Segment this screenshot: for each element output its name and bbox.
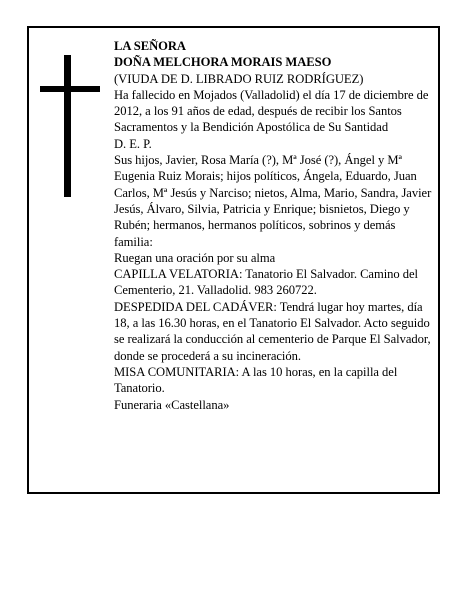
deceased-name: DOÑA MELCHORA MORAIS MAESO [114, 55, 332, 70]
funeral-home-line: Funeraria «Castellana» [114, 397, 230, 412]
death-paragraph: Ha fallecido en Mojados (Valladolid) el día 17 de diciembre de 2012, a los 91 años de edad, después de recibir los Santos Sacramentos y la Bendición Apostólica de Su Santidad [114, 87, 429, 135]
chapel-paragraph: CAPILLA VELATORIA: Tanatorio El Salvador. Camino del Cementerio, 21. Valladolid. 983 260722. [114, 267, 418, 298]
title-line: LA SEÑORA [114, 39, 186, 53]
mass-paragraph: MISA COMUNITARIA: A las 10 horas, en la capilla del Tanatorio. [114, 364, 398, 396]
obituary-text [114, 38, 436, 413]
rip-line: D. E. P. [114, 136, 152, 151]
prayer-line: Ruegan una oración por su alma [114, 250, 276, 265]
family-paragraph: Sus hijos, Javier, Rosa María (?), Mª José (?), Ángel y Mª Eugenia Ruiz Morais; hijos políticos, Ángela, Eduardo, Juan Carlos, Mª Jesús y Narciso; nietos, Alma, Mario, Sandra, Javier Jesús, Álvaro, Silvia, Patricia y Enrique; bisnietos, Diego y Rubén; hermanos, hermanos políticos, sobrinos y demás familia: [114, 153, 432, 249]
widow-line: (VIUDA DE D. LIBRADO RUIZ RODRÍGUEZ) [114, 71, 364, 86]
farewell-paragraph: DESPEDIDA DEL CADÁVER: Tendrá lugar hoy martes, día 18, a las 16.30 horas, en el Tanatorio El Salvador. Acto seguido se realizará la conducción al cementerio de Parque El Salvador, donde se procederá a su incineración. [114, 299, 431, 363]
cross-horizontal-bar [40, 86, 100, 92]
cross-icon [40, 55, 100, 197]
cross-vertical-bar [64, 55, 71, 197]
